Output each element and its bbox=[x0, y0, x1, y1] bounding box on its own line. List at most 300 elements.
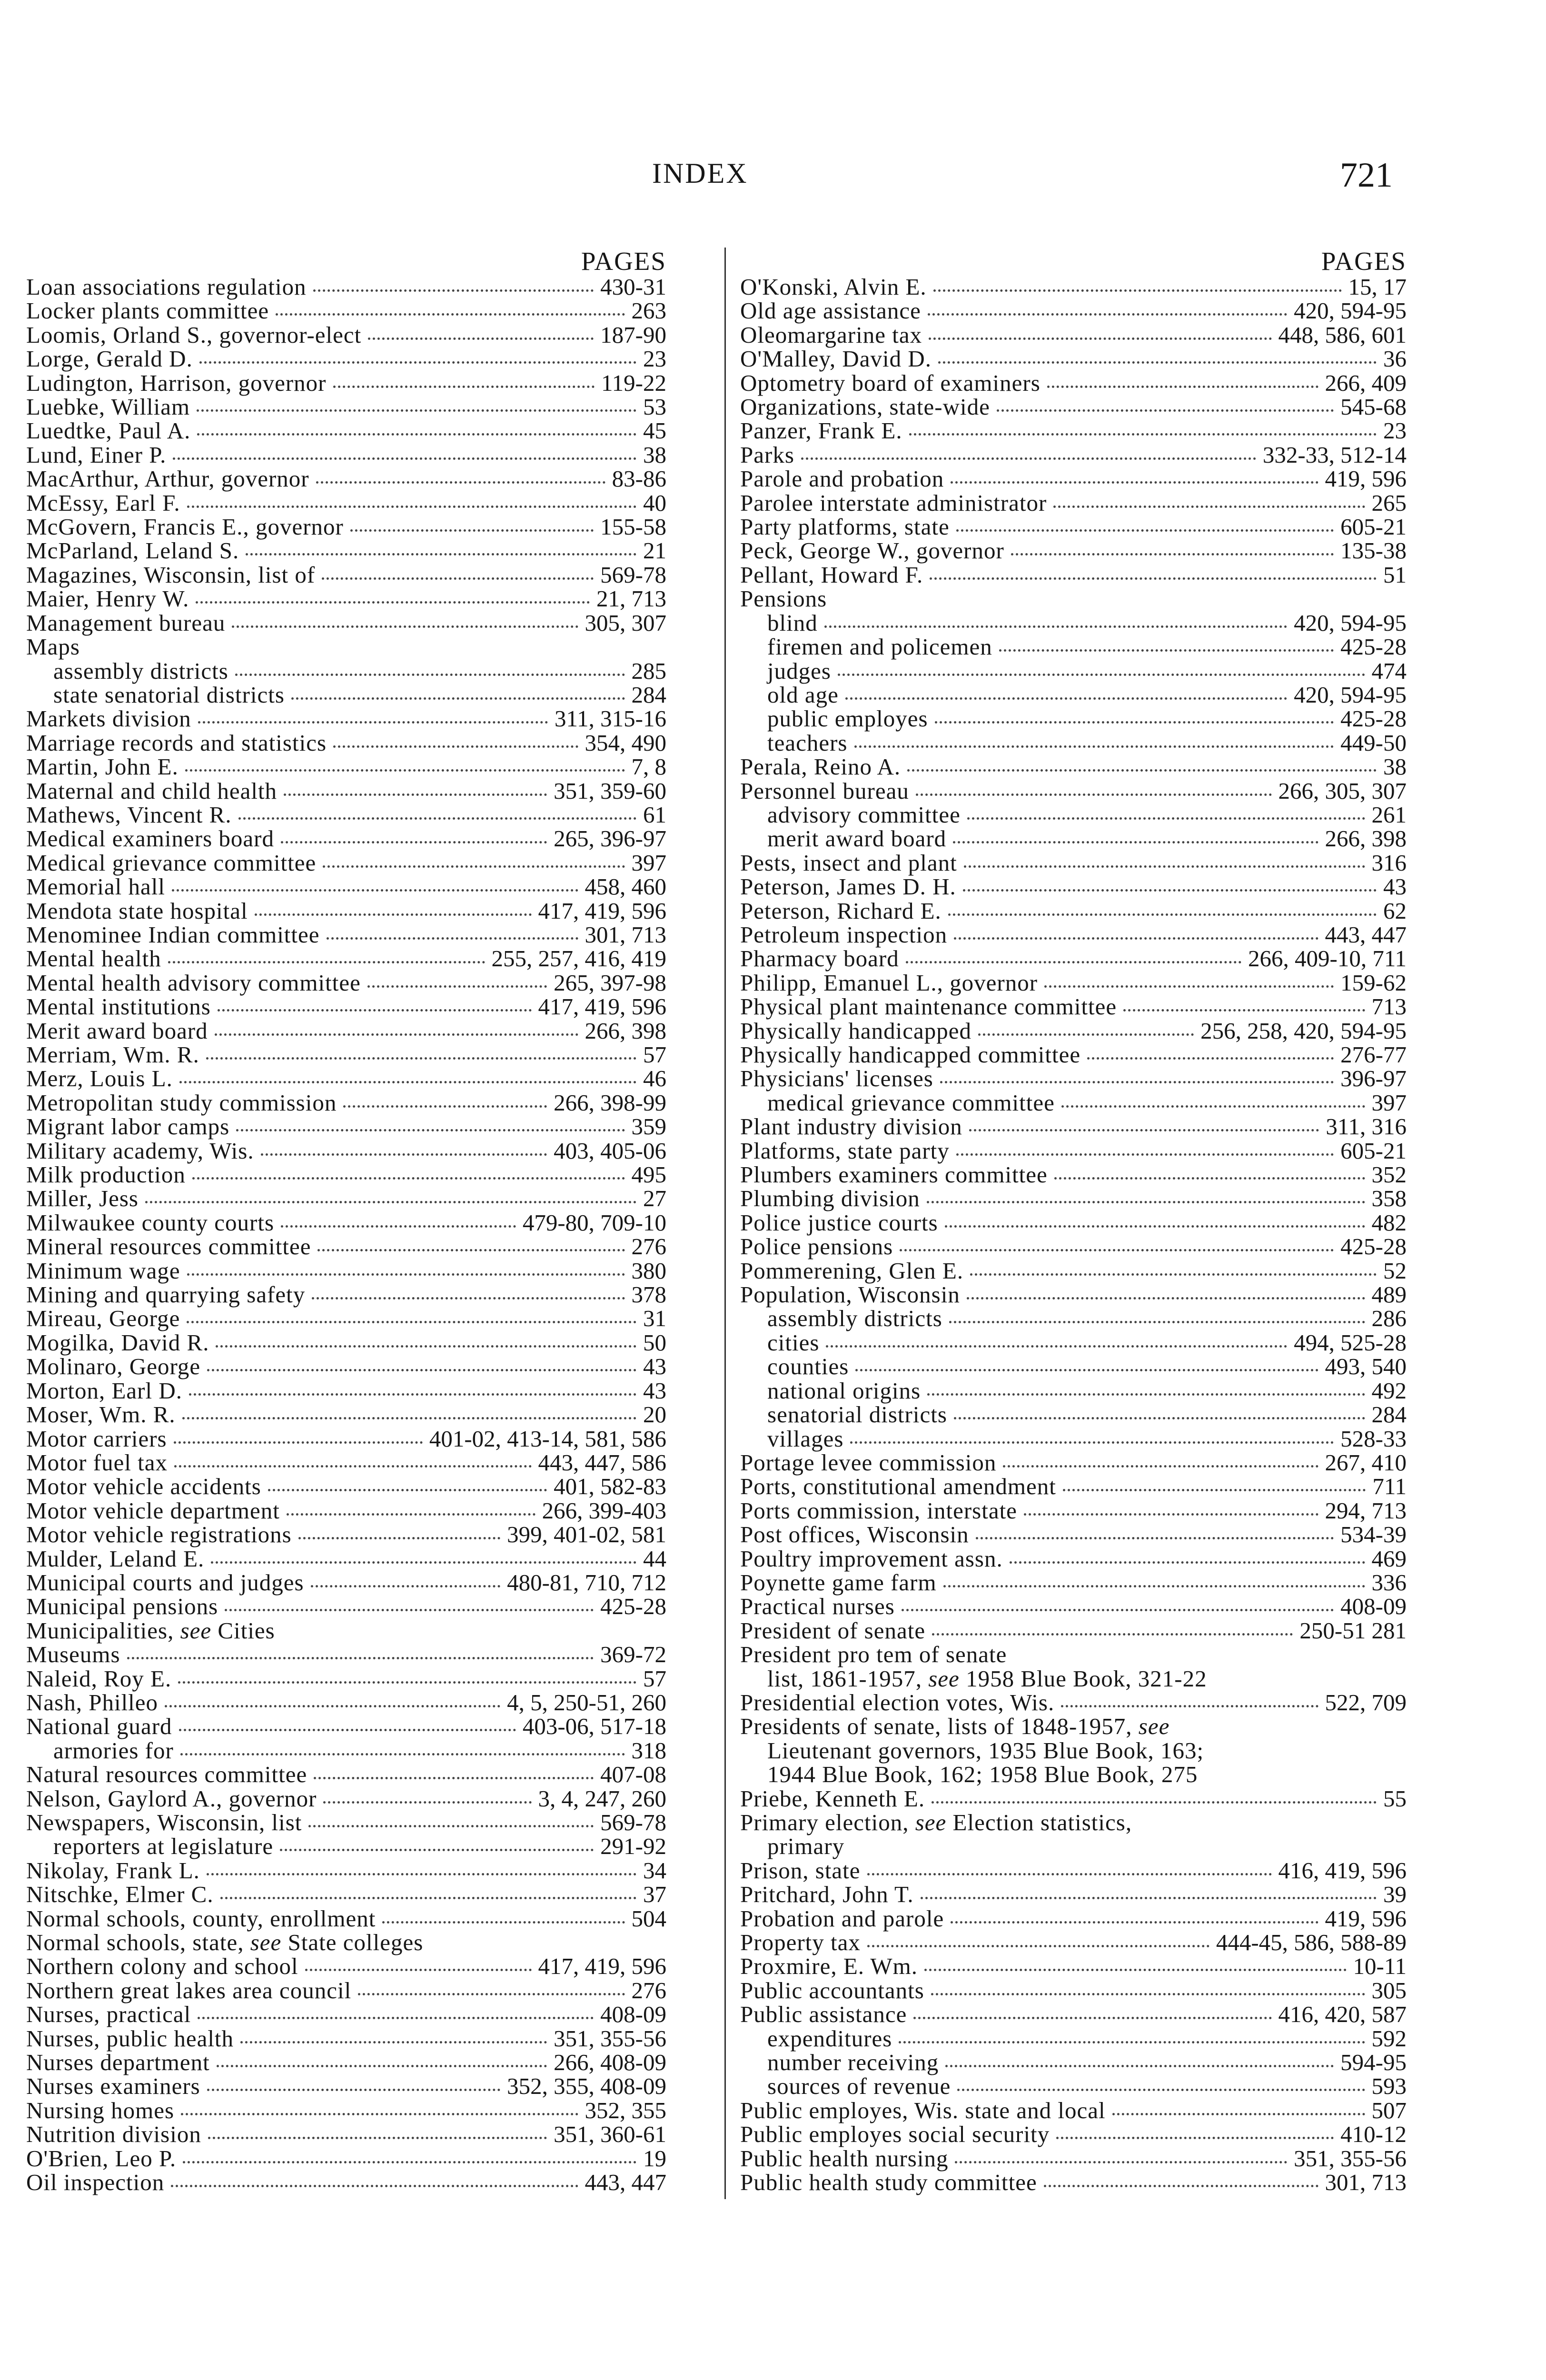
index-entry bbox=[740, 971, 1407, 995]
entry-pages: 255, 257, 416, 419 bbox=[491, 945, 666, 972]
index-column-right bbox=[740, 248, 1407, 2195]
index-subentry bbox=[740, 1355, 1407, 1378]
entry-term: advisory committee bbox=[767, 801, 961, 828]
entry-pages: 305 bbox=[1371, 1977, 1407, 2003]
index-entry bbox=[26, 1883, 666, 1906]
entry-term: President pro tem of senate bbox=[740, 1641, 1007, 1668]
index-entry bbox=[26, 1979, 666, 2003]
entry-term: Public health nursing bbox=[740, 2145, 949, 2172]
index-entry bbox=[740, 1163, 1407, 1187]
entry-pages: 265, 396-97 bbox=[554, 825, 666, 852]
entry-pages: 266, 408-09 bbox=[554, 2049, 666, 2076]
dot-leader bbox=[211, 1561, 636, 1564]
entry-term: Oleomargarine tax bbox=[740, 321, 922, 348]
index-subentry bbox=[740, 635, 1407, 659]
entry-term: Organizations, state-wide bbox=[740, 394, 990, 420]
entry-pages: 416, 420, 587 bbox=[1278, 2001, 1407, 2028]
index-entry bbox=[26, 1163, 666, 1187]
entry-pages: 266, 409-10, 711 bbox=[1248, 945, 1407, 972]
entry-term: Priebe, Kenneth E. bbox=[740, 1785, 925, 1812]
index-entry bbox=[740, 2171, 1407, 2194]
dot-leader bbox=[826, 1345, 1287, 1348]
entry-pages: 57 bbox=[643, 1041, 666, 1068]
entry-term: Mental health bbox=[26, 945, 161, 972]
entry-pages: 352 bbox=[1371, 1161, 1407, 1188]
entry-term: Merit award board bbox=[26, 1017, 208, 1044]
entry-pages: 351, 359-60 bbox=[554, 777, 666, 804]
index-entry bbox=[740, 587, 1407, 611]
entry-pages: 250-51 281 bbox=[1299, 1617, 1407, 1644]
entry-term: Motor fuel tax bbox=[26, 1449, 168, 1476]
entry-term: Locker plants committee bbox=[26, 298, 269, 324]
index-entry bbox=[740, 371, 1407, 395]
dot-leader bbox=[127, 1657, 594, 1659]
dot-leader bbox=[261, 1153, 547, 1156]
entry-pages: 507 bbox=[1371, 2097, 1407, 2123]
entry-pages: 294, 713 bbox=[1325, 1497, 1407, 1524]
index-entry bbox=[26, 395, 666, 419]
entry-term: Ports, constitutional amendment bbox=[740, 1473, 1056, 1500]
index-entry bbox=[740, 923, 1407, 947]
index-entry bbox=[740, 1187, 1407, 1210]
entry-pages: 569-78 bbox=[600, 1809, 666, 1835]
dot-leader bbox=[215, 1033, 578, 1036]
index-entry bbox=[26, 419, 666, 443]
dot-leader bbox=[276, 313, 624, 316]
entry-term: Mogilka, David R. bbox=[26, 1329, 209, 1356]
entry-term: Nursing homes bbox=[26, 2097, 175, 2123]
entry-pages: 276 bbox=[631, 1233, 666, 1260]
index-entry bbox=[740, 419, 1407, 443]
index-entry bbox=[26, 779, 666, 803]
index-entry bbox=[740, 1907, 1407, 1931]
dot-leader bbox=[1053, 506, 1365, 508]
entry-pages: 266, 305, 307 bbox=[1278, 777, 1407, 804]
entry-term: Minimum wage bbox=[26, 1257, 180, 1284]
entry-term: Ports commission, interstate bbox=[740, 1497, 1017, 1524]
entry-term: Newspapers, Wisconsin, list bbox=[26, 1809, 302, 1835]
entry-term: Pensions bbox=[740, 585, 827, 612]
index-subentry bbox=[26, 683, 666, 707]
entry-term: Nikolay, Frank L. bbox=[26, 1857, 200, 1884]
pages-heading: PAGES bbox=[1321, 247, 1407, 276]
entry-term: Mental health advisory committee bbox=[26, 969, 361, 996]
dot-leader bbox=[951, 1921, 1318, 1924]
entry-pages: 21, 713 bbox=[596, 585, 666, 612]
index-entry bbox=[26, 1019, 666, 1043]
entry-pages: 135-38 bbox=[1340, 537, 1407, 564]
index-entry bbox=[26, 1571, 666, 1595]
dot-leader bbox=[314, 1777, 594, 1779]
index-entry bbox=[26, 1475, 666, 1498]
dot-leader bbox=[970, 1273, 1377, 1276]
dot-leader bbox=[323, 1801, 531, 1804]
index-entry bbox=[26, 1091, 666, 1115]
index-entry bbox=[740, 1451, 1407, 1475]
index-entry bbox=[26, 971, 666, 995]
entry-term: Loomis, Orland S., governor-elect bbox=[26, 321, 362, 348]
dot-leader bbox=[956, 529, 1334, 532]
entry-term: teachers bbox=[767, 729, 848, 756]
index-entry bbox=[740, 443, 1407, 467]
dot-leader bbox=[945, 1225, 1365, 1228]
index-entry bbox=[740, 755, 1407, 779]
entry-pages: 380 bbox=[631, 1257, 666, 1284]
entry-term: Maternal and child health bbox=[26, 777, 277, 804]
entry-term: Property tax bbox=[740, 1929, 861, 1956]
dot-leader bbox=[1010, 1561, 1365, 1564]
index-subentry bbox=[26, 1835, 666, 1858]
index-subentry bbox=[740, 731, 1407, 755]
index-entry bbox=[740, 1954, 1407, 1978]
entry-term: Loan associations regulation bbox=[26, 274, 307, 300]
index-entry bbox=[26, 2122, 666, 2146]
index-entry bbox=[26, 1595, 666, 1618]
entry-term: Migrant labor camps bbox=[26, 1113, 230, 1140]
entry-pages: 493, 540 bbox=[1325, 1353, 1407, 1380]
entry-pages: 311, 315-16 bbox=[555, 705, 666, 732]
entry-pages: 62 bbox=[1383, 897, 1407, 924]
entry-term: Mulder, Leland E. bbox=[26, 1545, 205, 1572]
entry-pages: 301, 713 bbox=[585, 921, 666, 948]
entry-term: Pritchard, John T. bbox=[740, 1881, 914, 1908]
entry-term: Pellant, Howard F. bbox=[740, 561, 923, 588]
entry-term: Northern great lakes area council bbox=[26, 1977, 352, 2003]
entry-pages: 44 bbox=[643, 1545, 666, 1572]
index-entry bbox=[26, 1139, 666, 1163]
column-divider bbox=[724, 248, 726, 2199]
entry-term: Nurses department bbox=[26, 2049, 210, 2076]
entry-pages: 474 bbox=[1371, 657, 1407, 684]
entry-pages: 20 bbox=[643, 1401, 666, 1428]
entry-pages: 31 bbox=[643, 1305, 666, 1332]
entry-term: Miller, Jess bbox=[26, 1185, 139, 1212]
entry-pages: 399, 401-02, 581 bbox=[507, 1521, 666, 1548]
entry-pages: 425-28 bbox=[1340, 705, 1407, 732]
entry-term: Public accountants bbox=[740, 1977, 924, 2003]
entry-pages: 265 bbox=[1371, 489, 1407, 516]
dot-leader bbox=[236, 1129, 624, 1131]
index-entry bbox=[26, 1211, 666, 1235]
entry-pages: 469 bbox=[1371, 1545, 1407, 1572]
dot-leader bbox=[207, 2089, 500, 2091]
dot-leader bbox=[945, 2065, 1334, 2067]
dot-leader bbox=[281, 841, 547, 843]
entry-pages: 443, 447 bbox=[1325, 921, 1407, 948]
entry-term: Mineral resources committee bbox=[26, 1233, 311, 1260]
index-entry bbox=[26, 1499, 666, 1523]
entry-term: Motor carriers bbox=[26, 1425, 167, 1452]
entry-term: Old age assistance bbox=[740, 298, 921, 324]
dot-leader bbox=[928, 313, 1287, 316]
index-entry bbox=[740, 1475, 1407, 1498]
entry-pages: 528-33 bbox=[1340, 1425, 1407, 1452]
running-head: INDEX bbox=[652, 158, 748, 189]
dot-leader bbox=[172, 889, 578, 892]
index-entry bbox=[26, 491, 666, 515]
dot-leader bbox=[954, 1417, 1365, 1419]
index-entry bbox=[26, 1403, 666, 1427]
index-entry bbox=[26, 1811, 666, 1835]
index-entry bbox=[740, 1715, 1407, 1738]
entry-pages: 43 bbox=[643, 1377, 666, 1404]
index-subentry bbox=[740, 683, 1407, 707]
dot-leader bbox=[927, 1201, 1365, 1203]
index-entry bbox=[740, 347, 1407, 371]
index-entry bbox=[26, 1355, 666, 1378]
dot-leader bbox=[909, 433, 1377, 436]
entry-term: Magazines, Wisconsin, list of bbox=[26, 561, 316, 588]
entry-pages: 276 bbox=[631, 1977, 666, 2003]
index-subentry bbox=[740, 827, 1407, 851]
entry-term: Medical examiners board bbox=[26, 825, 274, 852]
dot-leader bbox=[165, 1705, 500, 1707]
entry-term: Motor vehicle accidents bbox=[26, 1473, 261, 1500]
dot-leader bbox=[268, 1489, 547, 1491]
index-entry bbox=[26, 515, 666, 539]
dot-leader bbox=[291, 697, 625, 700]
entry-pages: 449-50 bbox=[1340, 729, 1407, 756]
dot-leader bbox=[938, 361, 1377, 364]
index-entry bbox=[740, 1979, 1407, 2003]
entry-term: Municipal courts and judges bbox=[26, 1569, 304, 1596]
entry-term: Merz, Louis L. bbox=[26, 1065, 173, 1092]
index-entry bbox=[26, 2099, 666, 2122]
index-entry bbox=[26, 299, 666, 323]
entry-pages: 534-39 bbox=[1340, 1521, 1407, 1548]
dot-leader bbox=[287, 1513, 535, 1516]
index-entry bbox=[26, 1523, 666, 1547]
entry-term: sources of revenue bbox=[767, 2073, 951, 2100]
entry-pages: 50 bbox=[643, 1329, 666, 1356]
dot-leader bbox=[316, 481, 605, 484]
dot-leader bbox=[855, 1369, 1318, 1371]
entry-pages: 256, 258, 420, 594-95 bbox=[1200, 1017, 1407, 1044]
entry-pages: 420, 594-95 bbox=[1294, 298, 1407, 324]
entry-term: Platforms, state party bbox=[740, 1137, 950, 1164]
index-entry bbox=[740, 1883, 1407, 1906]
entry-term: Military academy, Wis. bbox=[26, 1137, 254, 1164]
index-entry bbox=[26, 1379, 666, 1403]
entry-term: public employes bbox=[767, 705, 928, 732]
entry-term: McParland, Leland S. bbox=[26, 537, 239, 564]
index-entry bbox=[740, 539, 1407, 563]
dot-leader bbox=[305, 1969, 532, 1971]
entry-pages: 358 bbox=[1371, 1185, 1407, 1212]
entry-term: medical grievance committee bbox=[767, 1089, 1055, 1116]
entry-term: state senatorial districts bbox=[53, 681, 285, 708]
entry-pages: 266, 399-403 bbox=[542, 1497, 666, 1524]
index-entry bbox=[26, 611, 666, 635]
index-entry bbox=[740, 1619, 1407, 1643]
entry-pages: 83-86 bbox=[612, 466, 666, 492]
entry-pages: 403-06, 517-18 bbox=[522, 1713, 666, 1740]
entry-pages: 489 bbox=[1371, 1281, 1407, 1308]
entry-pages: 407-08 bbox=[600, 1761, 666, 1788]
dot-leader bbox=[916, 793, 1272, 796]
dot-leader bbox=[969, 1129, 1319, 1131]
dot-leader bbox=[951, 481, 1318, 484]
entry-pages: 52 bbox=[1383, 1257, 1407, 1284]
dot-leader bbox=[906, 961, 1241, 963]
index-subentry bbox=[740, 1331, 1407, 1355]
entry-pages: 417, 419, 596 bbox=[538, 1953, 666, 1980]
index-subentry bbox=[740, 1091, 1407, 1115]
dot-leader bbox=[327, 937, 578, 940]
entry-term: Natural resources committee bbox=[26, 1761, 307, 1788]
entry-term: MacArthur, Arthur, governor bbox=[26, 466, 309, 492]
dot-leader bbox=[845, 697, 1287, 700]
entry-term: Mental institutions bbox=[26, 993, 211, 1020]
index-entry bbox=[26, 2027, 666, 2051]
dot-leader bbox=[311, 1585, 501, 1587]
entry-term: Mendota state hospital bbox=[26, 897, 248, 924]
entry-pages: 266, 398-99 bbox=[554, 1089, 666, 1116]
dot-leader bbox=[187, 1273, 625, 1276]
entry-pages: 396-97 bbox=[1340, 1065, 1407, 1092]
dot-leader bbox=[913, 2017, 1271, 2019]
index-entry bbox=[26, 1787, 666, 1811]
index-entry bbox=[26, 1115, 666, 1139]
entry-pages: 430-31 bbox=[600, 274, 666, 300]
entry-pages: 15, 17 bbox=[1348, 274, 1407, 300]
entry-term: President of senate bbox=[740, 1617, 926, 1644]
entry-term: Panzer, Frank E. bbox=[740, 417, 902, 444]
entry-term: Public employes, Wis. state and local bbox=[740, 2097, 1106, 2123]
dot-leader bbox=[1061, 1105, 1365, 1108]
entry-pages: 286 bbox=[1371, 1305, 1407, 1332]
dot-leader bbox=[145, 1201, 636, 1203]
entry-pages: 352, 355, 408-09 bbox=[507, 2073, 666, 2100]
entry-pages: 34 bbox=[643, 1857, 666, 1884]
dot-leader bbox=[850, 1441, 1334, 1444]
index-entry bbox=[26, 1715, 666, 1738]
index-entry bbox=[26, 1907, 666, 1931]
index-entry bbox=[26, 755, 666, 779]
entry-pages: 492 bbox=[1371, 1377, 1407, 1404]
dot-leader bbox=[317, 1249, 624, 1251]
dot-leader bbox=[207, 1369, 636, 1371]
index-entry bbox=[740, 491, 1407, 515]
dot-leader bbox=[358, 1993, 624, 1995]
entry-pages: 401, 582-83 bbox=[554, 1473, 666, 1500]
dot-leader bbox=[1054, 1177, 1365, 1180]
entry-pages: 713 bbox=[1371, 993, 1407, 1020]
entry-pages: 458, 460 bbox=[585, 873, 666, 900]
dot-leader bbox=[927, 1393, 1365, 1396]
entry-term: Police justice courts bbox=[740, 1209, 938, 1236]
dot-leader bbox=[978, 1033, 1194, 1036]
entry-term: Poynette game farm bbox=[740, 1569, 937, 1596]
entry-term: Nurses, public health bbox=[26, 2025, 234, 2052]
entry-pages: 43 bbox=[1383, 873, 1407, 900]
entry-pages: 311, 316 bbox=[1326, 1113, 1407, 1140]
index-entry bbox=[740, 1499, 1407, 1523]
entry-pages: 425-28 bbox=[600, 1593, 666, 1620]
dot-leader bbox=[218, 1009, 532, 1012]
entry-term: Proxmire, E. Wm. bbox=[740, 1953, 918, 1980]
entry-term: Museums bbox=[26, 1641, 120, 1668]
index-subentry bbox=[740, 2074, 1407, 2098]
entry-term: Personnel bureau bbox=[740, 777, 909, 804]
see-reference: see bbox=[928, 1665, 960, 1692]
index-subentry bbox=[740, 1739, 1407, 1763]
index-entry bbox=[26, 947, 666, 971]
dot-leader bbox=[838, 674, 1365, 676]
entry-term: Markets division bbox=[26, 705, 191, 732]
entry-pages: 4, 5, 250-51, 260 bbox=[507, 1689, 666, 1716]
entry-pages: 305, 307 bbox=[585, 609, 666, 636]
dot-leader bbox=[235, 674, 625, 676]
index-entry bbox=[740, 899, 1407, 923]
dot-leader bbox=[192, 1177, 625, 1180]
entry-term: Peterson, Richard E. bbox=[740, 897, 941, 924]
entry-pages: 266, 398 bbox=[585, 1017, 666, 1044]
entry-pages: 187-90 bbox=[600, 321, 666, 348]
entry-pages: 40 bbox=[643, 489, 666, 516]
index-subentry bbox=[740, 1835, 1407, 1858]
entry-term: Primary election, see Election statistics, bbox=[740, 1809, 1132, 1835]
entry-pages: 267, 410 bbox=[1325, 1449, 1407, 1476]
entry-term: Mathews, Vincent R. bbox=[26, 801, 232, 828]
dot-leader bbox=[308, 1825, 594, 1827]
entry-pages: 403, 405-06 bbox=[554, 1137, 666, 1164]
index-entry bbox=[740, 275, 1407, 299]
entry-term: Maps bbox=[26, 634, 80, 660]
dot-leader bbox=[322, 577, 594, 580]
dot-leader bbox=[1061, 1705, 1318, 1707]
index-entry bbox=[26, 563, 666, 587]
entry-term: Lorge, Gerald D. bbox=[26, 346, 193, 372]
entry-pages: 443, 447, 586 bbox=[538, 1449, 666, 1476]
dot-leader bbox=[963, 889, 1377, 892]
dot-leader bbox=[189, 1393, 636, 1396]
entry-pages: 119-22 bbox=[601, 369, 666, 396]
index-entry bbox=[740, 1595, 1407, 1618]
dot-leader bbox=[907, 769, 1377, 772]
entry-term: Mining and quarrying safety bbox=[26, 1281, 306, 1308]
index-entry bbox=[26, 707, 666, 731]
entry-pages: 359 bbox=[631, 1113, 666, 1140]
entry-term: national origins bbox=[767, 1377, 921, 1404]
entry-pages: 43 bbox=[643, 1353, 666, 1380]
index-entry bbox=[26, 2171, 666, 2194]
index-entry bbox=[26, 467, 666, 491]
index-entry bbox=[26, 803, 666, 827]
entry-pages: 479-80, 709-10 bbox=[522, 1209, 666, 1236]
index-entry bbox=[26, 635, 666, 659]
dot-leader bbox=[997, 409, 1334, 412]
entry-pages: 285 bbox=[631, 657, 666, 684]
entry-pages: 369-72 bbox=[600, 1641, 666, 1668]
entry-term: Portage levee commission bbox=[740, 1449, 997, 1476]
entry-term: Peck, George W., governor bbox=[740, 537, 1004, 564]
index-entry bbox=[740, 1235, 1407, 1259]
dot-leader bbox=[179, 1081, 636, 1083]
entry-term: Nurses, practical bbox=[26, 2001, 191, 2028]
entry-pages: 592 bbox=[1371, 2025, 1407, 2052]
dot-leader bbox=[368, 337, 594, 340]
dot-leader bbox=[964, 865, 1365, 868]
index-entry bbox=[26, 1307, 666, 1330]
entry-term: Perala, Reino A. bbox=[740, 754, 901, 780]
entry-term: number receiving bbox=[767, 2049, 939, 2076]
dot-leader bbox=[217, 2065, 547, 2067]
entry-term: Pests, insect and plant bbox=[740, 849, 957, 876]
dot-leader bbox=[284, 793, 547, 796]
index-entry bbox=[740, 2003, 1407, 2026]
dot-leader bbox=[187, 506, 636, 508]
